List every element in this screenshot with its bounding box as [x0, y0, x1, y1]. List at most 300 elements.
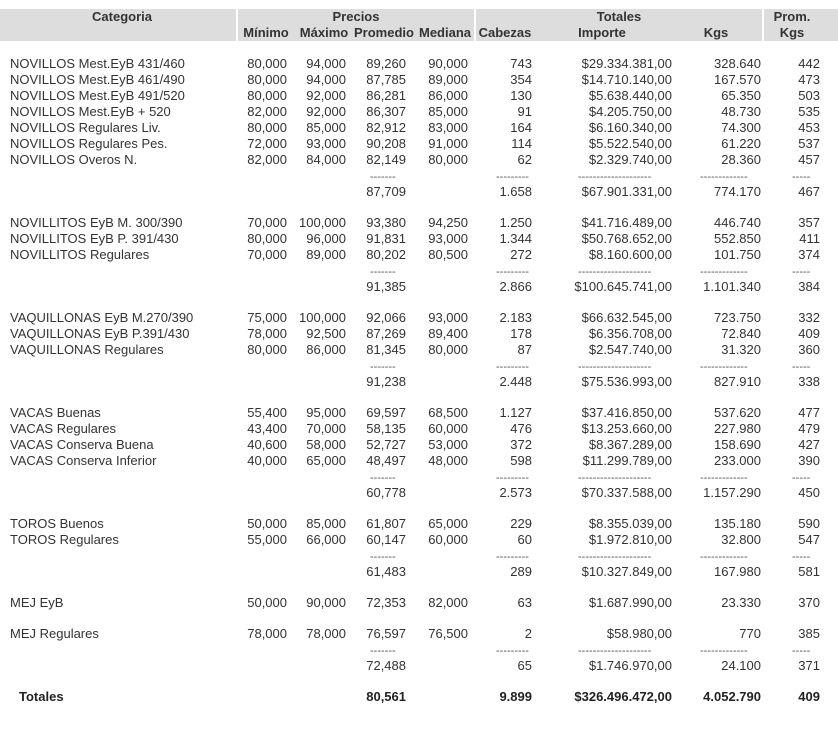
header-importe: Importe [578, 25, 626, 40]
separator-dashes: ------------- [700, 645, 748, 657]
cell-maximo: 92,500 [306, 326, 346, 341]
separator-row [0, 470, 838, 486]
separator-dashes: ------- [370, 645, 396, 657]
cell-promedio: 60,147 [366, 532, 406, 547]
cell-prom-kgs: 411 [799, 231, 820, 246]
cell-cabezas: 2 [524, 626, 532, 641]
table-row [0, 516, 838, 532]
cell-maximo: 86,000 [306, 342, 346, 357]
table-row [0, 405, 838, 421]
subtotal-importe: $67.901.331,00 [581, 184, 672, 199]
cell-cabezas: 598 [510, 453, 532, 468]
cell-cabezas: 1.127 [499, 405, 532, 420]
cell-prom-kgs: 427 [798, 437, 820, 452]
table-row [0, 437, 838, 453]
header-row-columns [0, 25, 838, 41]
cell-mediana: 60,000 [428, 421, 468, 436]
cell-kgs: 61.220 [721, 136, 761, 151]
cell-importe: $6.160.340,00 [588, 120, 672, 135]
cell-categoria: NOVILLOS Mest.EyB 461/490 [10, 72, 185, 87]
header-prom: Prom. [773, 9, 811, 24]
cell-maximo: 93,000 [306, 136, 346, 151]
subtotal-promedio: 91,238 [366, 374, 406, 389]
cell-importe: $6.356.708,00 [588, 326, 672, 341]
cell-importe: $29.334.381,00 [581, 56, 672, 71]
cell-kgs: 233.000 [714, 453, 761, 468]
cell-promedio: 93,380 [366, 215, 406, 230]
separator-dashes: ------------- [700, 472, 748, 484]
cell-maximo: 89,000 [306, 247, 346, 262]
cell-cabezas: 229 [510, 516, 532, 531]
header-maximo: Máximo [299, 25, 349, 40]
cell-mediana: 94,250 [428, 215, 468, 230]
cell-minimo: 80,000 [247, 56, 287, 71]
separator-row [0, 549, 838, 565]
subtotal-prom-kgs: 467 [798, 184, 820, 199]
cell-promedio: 87,785 [366, 72, 406, 87]
separator-row [0, 359, 838, 375]
subtotal-row [0, 374, 838, 390]
cell-maximo: 92,000 [306, 88, 346, 103]
cell-importe: $13.253.660,00 [581, 421, 672, 436]
cell-maximo: 58,000 [306, 437, 346, 452]
subtotal-cabezas: 2.866 [499, 279, 532, 294]
cell-importe: $66.632.545,00 [581, 310, 672, 325]
subtotal-promedio: 91,385 [366, 279, 406, 294]
subtotal-prom-kgs: 581 [798, 564, 820, 579]
cell-importe: $8.160.600,00 [588, 247, 672, 262]
cell-importe: $5.522.540,00 [588, 136, 672, 151]
header-categoria: Categoria [92, 9, 152, 24]
separator-dashes: ----- [792, 472, 811, 484]
cell-categoria: NOVILLOS Mest.EyB 431/460 [10, 56, 185, 71]
table-row [0, 247, 838, 263]
cell-cabezas: 130 [510, 88, 532, 103]
subtotal-promedio: 61,483 [366, 564, 406, 579]
cell-mediana: 80,500 [428, 247, 468, 262]
cell-minimo: 78,000 [247, 326, 287, 341]
cell-prom-kgs: 374 [798, 247, 820, 262]
cell-categoria: TOROS Regulares [10, 532, 119, 547]
subtotal-kgs: 774.170 [714, 184, 761, 199]
cell-kgs: 723.750 [714, 310, 761, 325]
cell-kgs: 328.640 [714, 56, 761, 71]
header-precios: Precios [332, 9, 380, 24]
cell-maximo: 66,000 [306, 532, 346, 547]
cell-prom-kgs: 503 [798, 88, 820, 103]
totals-row [0, 689, 838, 705]
cell-prom-kgs: 390 [798, 453, 820, 468]
separator-dashes: ------------- [700, 551, 748, 563]
cell-minimo: 70,000 [247, 247, 287, 262]
totals-promedio: 80,561 [366, 689, 406, 704]
cell-maximo: 100,000 [299, 310, 346, 325]
cell-prom-kgs: 590 [798, 516, 820, 531]
separator-dashes: ----- [792, 645, 811, 657]
table-row [0, 88, 838, 104]
totals-cabezas: 9.899 [499, 689, 532, 704]
cell-prom-kgs: 453 [798, 120, 820, 135]
separator-dashes: -------------------- [578, 551, 652, 563]
cell-prom-kgs: 385 [798, 626, 820, 641]
cell-promedio: 58,135 [366, 421, 406, 436]
cell-mediana: 82,000 [428, 595, 468, 610]
cell-mediana: 60,000 [428, 532, 468, 547]
cell-promedio: 48,497 [366, 453, 406, 468]
cell-kgs: 446.740 [714, 215, 761, 230]
cell-minimo: 80,000 [247, 88, 287, 103]
separator-dashes: --------- [496, 361, 529, 373]
cell-categoria: MEJ Regulares [10, 626, 99, 641]
cell-minimo: 80,000 [247, 342, 287, 357]
table-row [0, 595, 838, 611]
cell-minimo: 50,000 [247, 595, 287, 610]
cell-cabezas: 272 [510, 247, 532, 262]
cell-cabezas: 87 [517, 342, 532, 357]
cell-mediana: 80,000 [428, 342, 468, 357]
subtotal-row [0, 485, 838, 501]
cell-promedio: 91,831 [366, 231, 406, 246]
cell-maximo: 92,000 [306, 104, 346, 119]
subtotal-prom-kgs: 450 [798, 485, 820, 500]
cell-kgs: 65.350 [721, 88, 761, 103]
cell-mediana: 80,000 [428, 152, 468, 167]
subtotal-promedio: 87,709 [366, 184, 406, 199]
table-row [0, 120, 838, 136]
cell-minimo: 55,000 [247, 532, 287, 547]
cell-categoria: VAQUILLONAS EyB P.391/430 [10, 326, 190, 341]
cell-promedio: 72,353 [366, 595, 406, 610]
cell-prom-kgs: 409 [798, 326, 820, 341]
cell-maximo: 85,000 [306, 516, 346, 531]
cell-mediana: 90,000 [428, 56, 468, 71]
cell-promedio: 69,597 [366, 405, 406, 420]
cell-minimo: 55,400 [247, 405, 287, 420]
cell-categoria: VAQUILLONAS EyB M.270/390 [10, 310, 194, 325]
cell-promedio: 82,912 [366, 120, 406, 135]
subtotal-kgs: 1.101.340 [703, 279, 761, 294]
cell-categoria: MEJ EyB [10, 595, 64, 610]
cell-promedio: 90,208 [366, 136, 406, 151]
subtotal-promedio: 60,778 [366, 485, 406, 500]
cell-importe: $41.716.489,00 [581, 215, 672, 230]
cell-cabezas: 354 [510, 72, 532, 87]
cell-maximo: 96,000 [306, 231, 346, 246]
cell-importe: $1.687.990,00 [588, 595, 672, 610]
cell-categoria: VACAS Conserva Inferior [10, 453, 157, 468]
cell-kgs: 72.840 [721, 326, 761, 341]
table-row [0, 136, 838, 152]
separator-dashes: ----- [792, 171, 811, 183]
separator-dashes: ----- [792, 551, 811, 563]
table-row [0, 326, 838, 342]
cell-maximo: 70,000 [306, 421, 346, 436]
subtotal-row [0, 564, 838, 580]
header-promedio: Promedio [354, 25, 414, 40]
cell-categoria: NOVILLOS Regulares Liv. [10, 120, 161, 135]
cell-importe: $50.768.652,00 [581, 231, 672, 246]
cell-maximo: 78,000 [306, 626, 346, 641]
separator-dashes: --------- [496, 171, 529, 183]
cell-mediana: 68,500 [428, 405, 468, 420]
header-minimo: Mínimo [243, 25, 289, 40]
subtotal-promedio: 72,488 [366, 658, 406, 673]
cell-kgs: 537.620 [714, 405, 761, 420]
separator-dashes: -------------------- [578, 645, 652, 657]
subtotal-kgs: 167.980 [714, 564, 761, 579]
separator-dashes: ------- [370, 266, 396, 278]
totals-prom-kgs: 409 [798, 689, 820, 704]
cell-mediana: 93,000 [428, 310, 468, 325]
table-row [0, 342, 838, 358]
cell-kgs: 23.330 [721, 595, 761, 610]
cell-minimo: 82,000 [247, 104, 287, 119]
cell-minimo: 80,000 [247, 120, 287, 135]
cell-prom-kgs: 479 [798, 421, 820, 436]
header-kgs: Kgs [703, 25, 729, 40]
cell-mediana: 89,400 [428, 326, 468, 341]
table-row [0, 626, 838, 642]
cell-maximo: 95,000 [306, 405, 346, 420]
cell-importe: $58.980,00 [606, 626, 672, 641]
separator-row [0, 264, 838, 280]
totals-kgs: 4.052.790 [703, 689, 761, 704]
cell-maximo: 65,000 [306, 453, 346, 468]
separator-dashes: ------- [370, 551, 396, 563]
cell-importe: $2.329.740,00 [588, 152, 672, 167]
cell-mediana: 48,000 [428, 453, 468, 468]
cell-categoria: NOVILLOS Mest.EyB + 520 [10, 104, 171, 119]
cell-categoria: TOROS Buenos [10, 516, 104, 531]
cell-importe: $8.355.039,00 [588, 516, 672, 531]
table-row [0, 215, 838, 231]
cell-maximo: 100,000 [299, 215, 346, 230]
cell-mediana: 76,500 [428, 626, 468, 641]
cell-kgs: 552.850 [714, 231, 761, 246]
cell-categoria: NOVILLOS Regulares Pes. [10, 136, 168, 151]
cell-mediana: 89,000 [428, 72, 468, 87]
cell-prom-kgs: 477 [798, 405, 820, 420]
cell-categoria: VACAS Conserva Buena [10, 437, 154, 452]
subtotal-importe: $70.337.588,00 [581, 485, 672, 500]
cell-mediana: 86,000 [428, 88, 468, 103]
cell-kgs: 158.690 [714, 437, 761, 452]
cell-prom-kgs: 457 [798, 152, 820, 167]
header-mediana: Mediana [418, 25, 471, 40]
subtotal-kgs: 24.100 [721, 658, 761, 673]
cell-maximo: 85,000 [306, 120, 346, 135]
cell-cabezas: 164 [510, 120, 532, 135]
cell-maximo: 94,000 [306, 72, 346, 87]
subtotal-cabezas: 2.448 [499, 374, 532, 389]
subtotal-cabezas: 1.658 [499, 184, 532, 199]
separator-row [0, 643, 838, 659]
cell-importe: $1.972.810,00 [588, 532, 672, 547]
cell-cabezas: 114 [511, 136, 532, 151]
cell-kgs: 135.180 [714, 516, 761, 531]
cell-cabezas: 476 [510, 421, 532, 436]
subtotal-kgs: 1.157.290 [703, 485, 761, 500]
subtotal-importe: $100.645.741,00 [574, 279, 672, 294]
cell-minimo: 40,600 [247, 437, 287, 452]
cell-promedio: 89,260 [366, 56, 406, 71]
header-prom-kgs: Kgs [779, 25, 805, 40]
cell-mediana: 91,000 [428, 136, 468, 151]
cell-minimo: 80,000 [247, 72, 287, 87]
header-totales: Totales [596, 9, 642, 24]
cell-mediana: 85,000 [428, 104, 468, 119]
cell-cabezas: 743 [510, 56, 532, 71]
separator-dashes: ------- [370, 171, 396, 183]
cell-categoria: VACAS Buenas [10, 405, 101, 420]
cell-promedio: 87,269 [366, 326, 406, 341]
separator-dashes: --------- [496, 551, 529, 563]
cell-promedio: 92,066 [366, 310, 406, 325]
cell-prom-kgs: 370 [798, 595, 820, 610]
cell-categoria: NOVILLOS Overos N. [10, 152, 138, 167]
table-row [0, 532, 838, 548]
separator-dashes: -------------------- [578, 171, 652, 183]
cell-cabezas: 60 [517, 532, 532, 547]
cell-promedio: 76,597 [366, 626, 406, 641]
separator-dashes: ------- [370, 361, 396, 373]
cell-importe: $11.299.789,00 [582, 453, 672, 468]
separator-dashes: ------- [370, 472, 396, 484]
cell-minimo: 43,400 [247, 421, 287, 436]
subtotal-prom-kgs: 384 [798, 279, 820, 294]
cell-categoria: NOVILLITOS Regulares [10, 247, 150, 262]
cell-prom-kgs: 332 [798, 310, 820, 325]
cell-mediana: 93,000 [428, 231, 468, 246]
cell-maximo: 94,000 [306, 56, 346, 71]
subtotal-row [0, 279, 838, 295]
separator-dashes: -------------------- [578, 472, 652, 484]
cell-cabezas: 63 [517, 595, 532, 610]
separator-dashes: ----- [792, 266, 811, 278]
table-row [0, 310, 838, 326]
cell-promedio: 86,307 [366, 104, 406, 119]
cell-minimo: 82,000 [247, 152, 287, 167]
cell-categoria: VACAS Regulares [10, 421, 116, 436]
table-row [0, 152, 838, 168]
cell-cabezas: 1.250 [499, 215, 532, 230]
subtotal-importe: $10.327.849,00 [581, 564, 672, 579]
subtotal-prom-kgs: 371 [798, 658, 820, 673]
cell-prom-kgs: 442 [798, 56, 820, 71]
table-row [0, 72, 838, 88]
cell-minimo: 70,000 [247, 215, 287, 230]
cell-mediana: 65,000 [428, 516, 468, 531]
subtotal-prom-kgs: 338 [798, 374, 820, 389]
cell-cabezas: 372 [510, 437, 532, 452]
cell-mediana: 53,000 [428, 437, 468, 452]
separator-dashes: --------- [496, 645, 529, 657]
cell-promedio: 82,149 [366, 152, 406, 167]
cell-kgs: 227.980 [714, 421, 761, 436]
separator-dashes: --------- [496, 472, 529, 484]
table-row [0, 231, 838, 247]
cell-kgs: 48.730 [721, 104, 761, 119]
cell-minimo: 78,000 [247, 626, 287, 641]
cell-prom-kgs: 547 [798, 532, 820, 547]
subtotal-importe: $1.746.970,00 [588, 658, 672, 673]
cell-prom-kgs: 473 [798, 72, 820, 87]
cell-kgs: 167.570 [714, 72, 761, 87]
subtotal-cabezas: 65 [517, 658, 532, 673]
cell-maximo: 84,000 [306, 152, 346, 167]
cell-categoria: NOVILLITOS EyB P. 391/430 [10, 231, 179, 246]
cell-cabezas: 91 [517, 104, 532, 119]
cell-promedio: 86,281 [366, 88, 406, 103]
cell-kgs: 31.320 [721, 342, 761, 357]
header-cabezas: Cabezas [478, 25, 532, 40]
cell-importe: $4.205.750,00 [588, 104, 672, 119]
subtotal-row [0, 184, 838, 200]
cell-prom-kgs: 537 [798, 136, 820, 151]
cell-cabezas: 62 [517, 152, 532, 167]
cell-promedio: 80,202 [366, 247, 406, 262]
cell-minimo: 75,000 [247, 310, 287, 325]
cell-minimo: 50,000 [247, 516, 287, 531]
separator-dashes: ------------- [700, 361, 748, 373]
cell-minimo: 40,000 [247, 453, 287, 468]
cell-importe: $8.367.289,00 [588, 437, 672, 452]
cell-importe: $14.710.140,00 [581, 72, 672, 87]
separator-dashes: -------------------- [578, 266, 652, 278]
separator-dashes: ----- [792, 361, 811, 373]
separator-dashes: ------------- [700, 171, 748, 183]
cell-minimo: 80,000 [247, 231, 287, 246]
subtotal-row [0, 658, 838, 674]
cell-promedio: 61,807 [366, 516, 406, 531]
subtotal-importe: $75.536.993,00 [581, 374, 672, 389]
header-row-groups [0, 9, 838, 25]
cell-promedio: 81,345 [366, 342, 406, 357]
cell-cabezas: 178 [510, 326, 532, 341]
separator-dashes: ------------- [700, 266, 748, 278]
cell-prom-kgs: 360 [798, 342, 820, 357]
cell-kgs: 28.360 [721, 152, 761, 167]
cell-categoria: NOVILLOS Mest.EyB 491/520 [10, 88, 185, 103]
cell-cabezas: 1.344 [499, 231, 532, 246]
cell-kgs: 770 [739, 626, 761, 641]
cell-prom-kgs: 535 [798, 104, 820, 119]
separator-dashes: --------- [496, 266, 529, 278]
cell-importe: $37.416.850,00 [581, 405, 672, 420]
subtotal-kgs: 827.910 [714, 374, 761, 389]
cell-categoria: VAQUILLONAS Regulares [10, 342, 164, 357]
totals-label: Totales [19, 689, 64, 704]
cell-cabezas: 2.183 [499, 310, 532, 325]
totals-importe: $326.496.472,00 [574, 689, 672, 704]
cell-kgs: 74.300 [721, 120, 761, 135]
cell-mediana: 83,000 [428, 120, 468, 135]
separator-dashes: -------------------- [578, 361, 652, 373]
cell-categoria: NOVILLITOS EyB M. 300/390 [10, 215, 183, 230]
subtotal-cabezas: 2.573 [499, 485, 532, 500]
table-row [0, 421, 838, 437]
subtotal-cabezas: 289 [510, 564, 532, 579]
cell-promedio: 52,727 [366, 437, 406, 452]
cell-prom-kgs: 357 [798, 215, 820, 230]
cell-kgs: 32.800 [721, 532, 761, 547]
separator-row [0, 169, 838, 185]
cell-maximo: 90,000 [306, 595, 346, 610]
table-row [0, 453, 838, 469]
table-row [0, 104, 838, 120]
table-row [0, 56, 838, 72]
cell-importe: $5.638.440,00 [588, 88, 672, 103]
